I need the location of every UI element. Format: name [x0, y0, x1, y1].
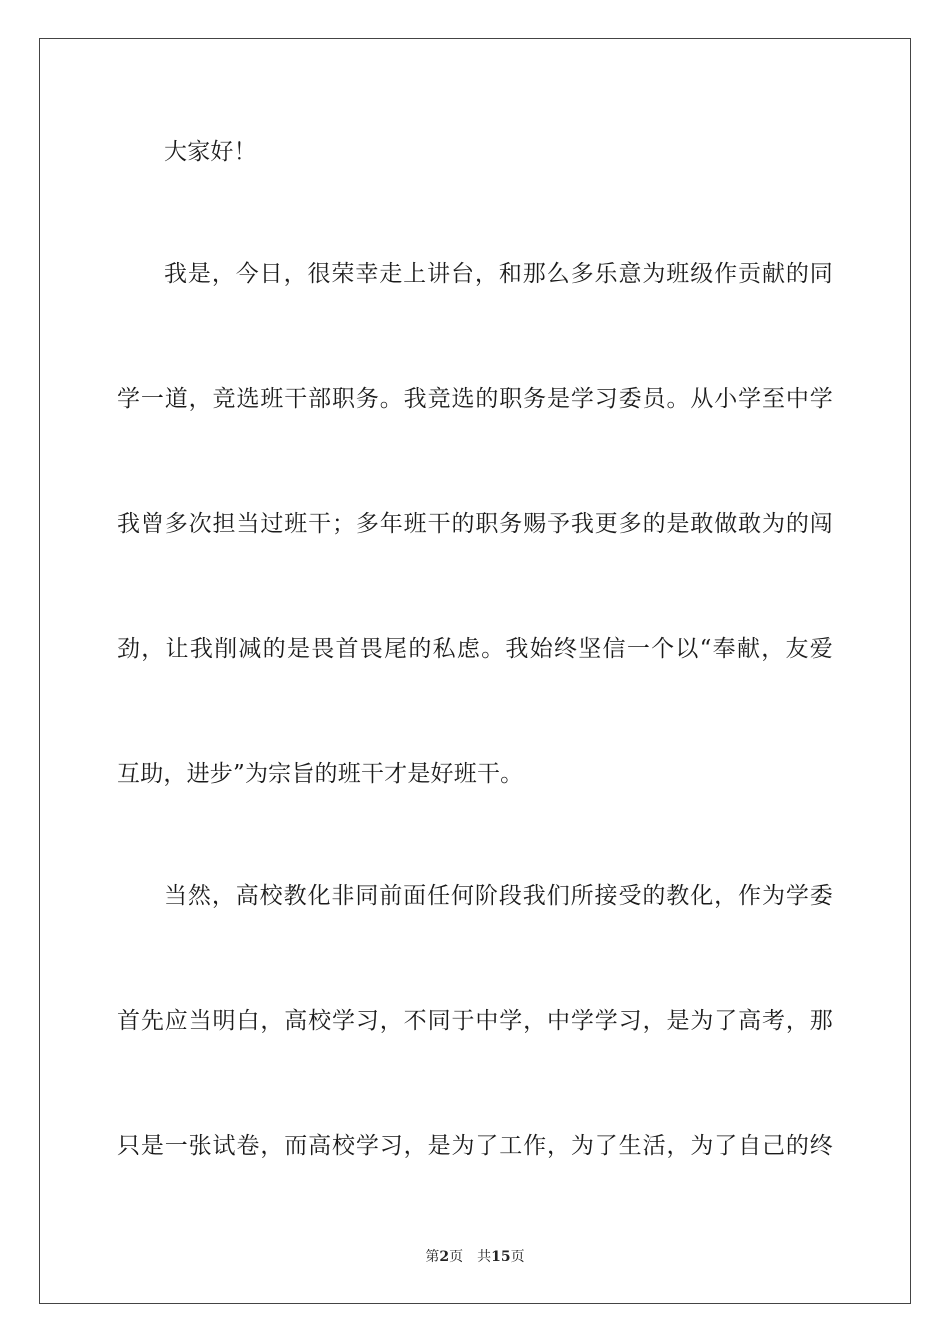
body-line: 学一道，竞选班干部职务。我竞选的职务是学习委员。从小学至中学: [117, 386, 833, 412]
body-line: 当然，高校教化非同前面任何阶段我们所接受的教化，作为学委: [164, 883, 833, 909]
body-line: 我是，今日，很荣幸走上讲台，和那么多乐意为班级作贡献的同: [164, 261, 833, 287]
body-line: 劲，让我削减的是畏首畏尾的私虑。我始终坚信一个以“奉献，友爱: [117, 636, 833, 662]
body-line: 互助，进步”为宗旨的班干才是好班干。: [117, 761, 524, 787]
page-border: [39, 38, 911, 1304]
body-line: 首先应当明白，高校学习，不同于中学，中学学习，是为了高考，那: [117, 1008, 833, 1034]
page-footer: [0, 1248, 950, 1266]
page-total: 共15页: [477, 1249, 525, 1265]
body-line: 只是一张试卷，而高校学习，是为了工作，为了生活，为了自己的终: [117, 1133, 833, 1159]
page-number: 第2页: [425, 1249, 464, 1265]
body-line: 我曾多次担当过班干；多年班干的职务赐予我更多的是敢做敢为的闯: [117, 511, 833, 537]
greeting-line: 大家好！: [164, 139, 257, 165]
